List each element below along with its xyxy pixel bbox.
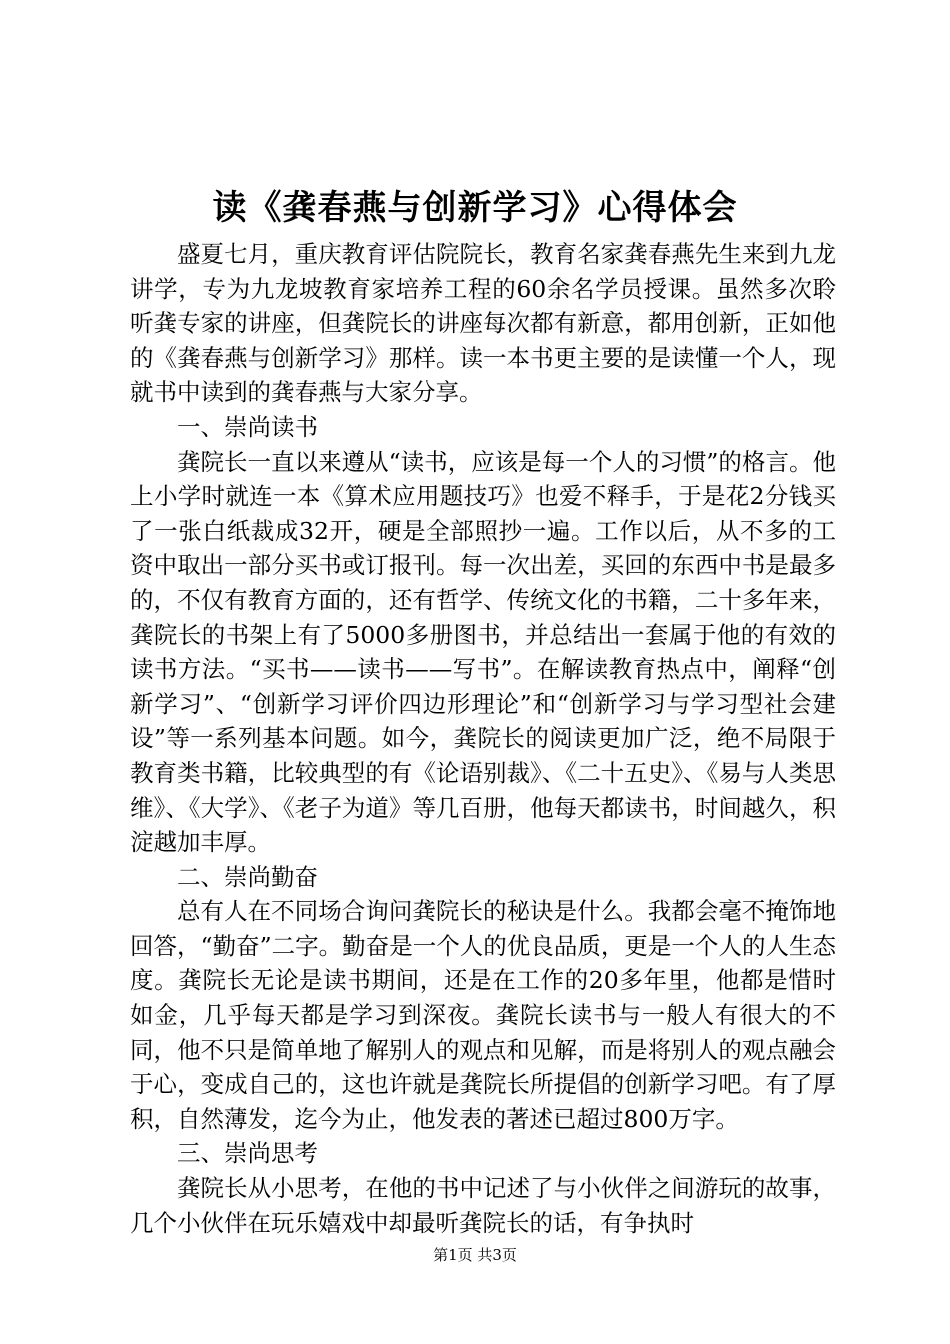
section-heading-thinking: 三、崇尚思考 — [177, 1139, 318, 1168]
section-paragraph-thinking: 龚院长从小思考，在他的书中记述了与小伙伴之间游玩的故事，几个小伙伴在玩乐嬉戏中却最听龚院长的话，有争执时 — [130, 1174, 836, 1237]
section-heading-diligence: 二、崇尚勤奋 — [177, 862, 318, 891]
section-paragraph-reading: 龚院长一直以来遵从“读书，应该是每一个人的习惯”的格言。他上小学时就连一本《算术应用题技巧》也爱不释手，于是花2分钱买了一张白纸裁成32开，硬是全部照抄一遍。工作以后，从不多的工资中取出一部分买书或订报刊。每一次出差，买回的东西中书是最多的，不仅有教育方面的，还有哲学、传统文化的书籍，二十多年来，龚院长的书架上有了5000多册图书，并总结出一套属于他的有效的读书方法。“买书——读书——写书”。在解读教育热点中，阐释“创新学习”、“创新学习评价四边形理论”和“创新学习与学习型社会建设”等一系列基本问题。如今，龚院长的阅读更加广泛，绝不局限于教育类书籍，比较典型的有《论语别裁》、《二十五史》、《易与人类思维》、《大学》、《老子为道》等几百册，他每天都读书，时间越久，积淀越加丰厚。 — [130, 447, 836, 857]
document-body — [130, 237, 836, 1240]
document-title: 读《龚春燕与创新学习》心得体会 — [212, 188, 738, 228]
section-heading-reading: 一、崇尚读书 — [177, 412, 318, 441]
intro-paragraph: 盛夏七月，重庆教育评估院院长，教育名家龚春燕先生来到九龙讲学，专为九龙坡教育家培养工程的60余名学员授课。虽然多次聆听龚专家的讲座，但龚院长的讲座每次都有新意，都用创新，正如他的《龚春燕与创新学习》那样。读一本书更主要的是读懂一个人，现就书中读到的龚春燕与大家分享。 — [130, 240, 836, 407]
page-number-footer: 第1页 共3页 — [433, 1246, 517, 1264]
section-paragraph-diligence: 总有人在不同场合询问龚院长的秘诀是什么。我都会毫不掩饰地回答，“勤奋”二字。勤奋是一个人的优良品质，更是一个人的人生态度。龚院长无论是读书期间，还是在工作的20多年里，他都是惜时如金，几乎每天都是学习到深夜。龚院长读书与一般人有很大的不同，他不只是简单地了解别人的观点和见解，而是将别人的观点融会于心，变成自己的，这也许就是龚院长所提倡的创新学习吧。有了厚积，自然薄发，迄今为止，他发表的著述已超过800万字。 — [130, 897, 836, 1133]
